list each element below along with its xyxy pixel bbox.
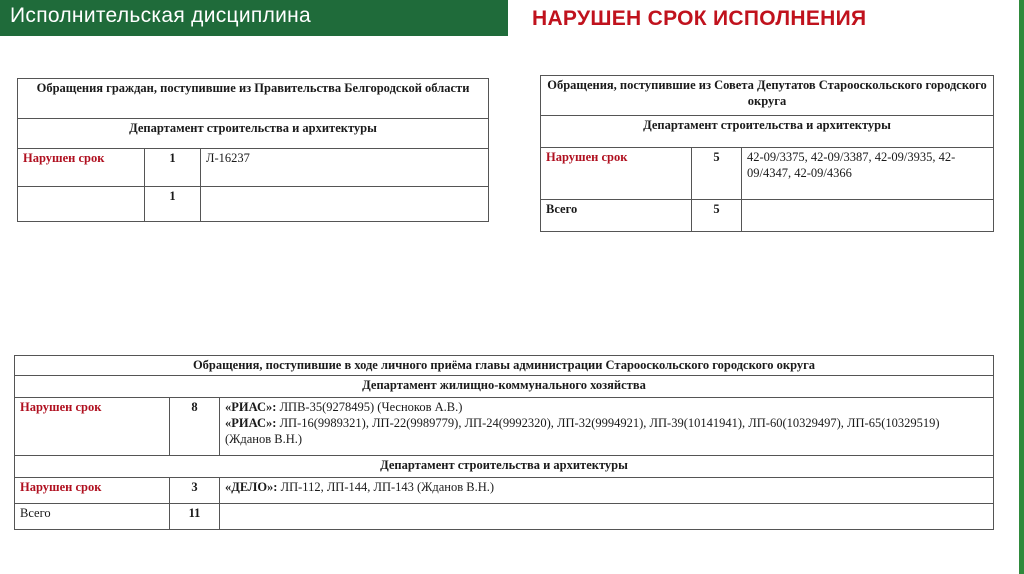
right-accent-stripe xyxy=(1019,0,1024,574)
table2-violation-refs: 42-09/3375, 42-09/3387, 42-09/3935, 42-09/4347, 42-09/4366 xyxy=(742,148,994,200)
table1-violation-refs: Л-16237 xyxy=(201,149,489,187)
alert-title: НАРУШЕН СРОК ИСПОЛНЕНИЯ xyxy=(532,7,867,30)
council-appeals-table xyxy=(540,75,994,232)
housing-refs-line2 xyxy=(225,415,988,447)
table2-total-refs xyxy=(742,200,994,232)
government-appeals-table xyxy=(17,78,489,222)
table3-housing-violation-count: 8 xyxy=(170,398,220,456)
table3-construction-violation-count: 3 xyxy=(170,478,220,504)
table1-department: Департамент строительства и архитектуры xyxy=(18,119,489,149)
table3-department-housing: Департамент жилищно-коммунального хозяйства xyxy=(15,376,994,398)
refs-text: ЛП-16(9989321), ЛП-22(9989779), ЛП-24(9992320), ЛП-32(9994921), ЛП-39(10141941), ЛП-60(10329497), ЛП-65(10329519) (Жданов В.Н.) xyxy=(225,416,940,446)
table1-heading: Обращения граждан, поступившие из Правительства Белгородской области xyxy=(18,79,489,119)
table1-total-refs xyxy=(201,187,489,222)
table3-total-refs xyxy=(220,504,994,530)
table1-violation-label: Нарушен срок xyxy=(18,149,145,187)
table3-construction-violation-label: Нарушен срок xyxy=(15,478,170,504)
personal-reception-table xyxy=(14,355,994,530)
table2-total-label: Всего xyxy=(541,200,692,232)
table1-total-label xyxy=(18,187,145,222)
table3-construction-violation-refs xyxy=(220,478,994,504)
table2-total-count: 5 xyxy=(692,200,742,232)
table3-housing-violation-label: Нарушен срок xyxy=(15,398,170,456)
page-title: Исполнительская дисциплина xyxy=(10,4,312,27)
table3-total-count: 11 xyxy=(170,504,220,530)
system-label: «РИАС»: xyxy=(225,416,277,430)
system-label: «РИАС»: xyxy=(225,400,277,414)
table2-heading: Обращения, поступившие из Совета Депутатов Старооскольского городского округа xyxy=(541,76,994,116)
table3-heading: Обращения, поступившие в ходе личного приёма главы администрации Старооскольского городского округа xyxy=(15,356,994,376)
table3-housing-violation-refs xyxy=(220,398,994,456)
table1-violation-count: 1 xyxy=(145,149,201,187)
table2-violation-label: Нарушен срок xyxy=(541,148,692,200)
housing-refs-line1 xyxy=(225,399,988,415)
table3-department-construction: Департамент строительства и архитектуры xyxy=(15,456,994,478)
system-label: «ДЕЛО»: xyxy=(225,480,278,494)
header-band xyxy=(0,0,508,36)
table1-total-count: 1 xyxy=(145,187,201,222)
refs-text: ЛП-112, ЛП-144, ЛП-143 (Жданов В.Н.) xyxy=(277,480,495,494)
table2-department: Департамент строительства и архитектуры xyxy=(541,116,994,148)
table2-violation-count: 5 xyxy=(692,148,742,200)
refs-text: ЛПВ-35(9278495) (Чесноков А.В.) xyxy=(276,400,463,414)
table3-total-label: Всего xyxy=(15,504,170,530)
